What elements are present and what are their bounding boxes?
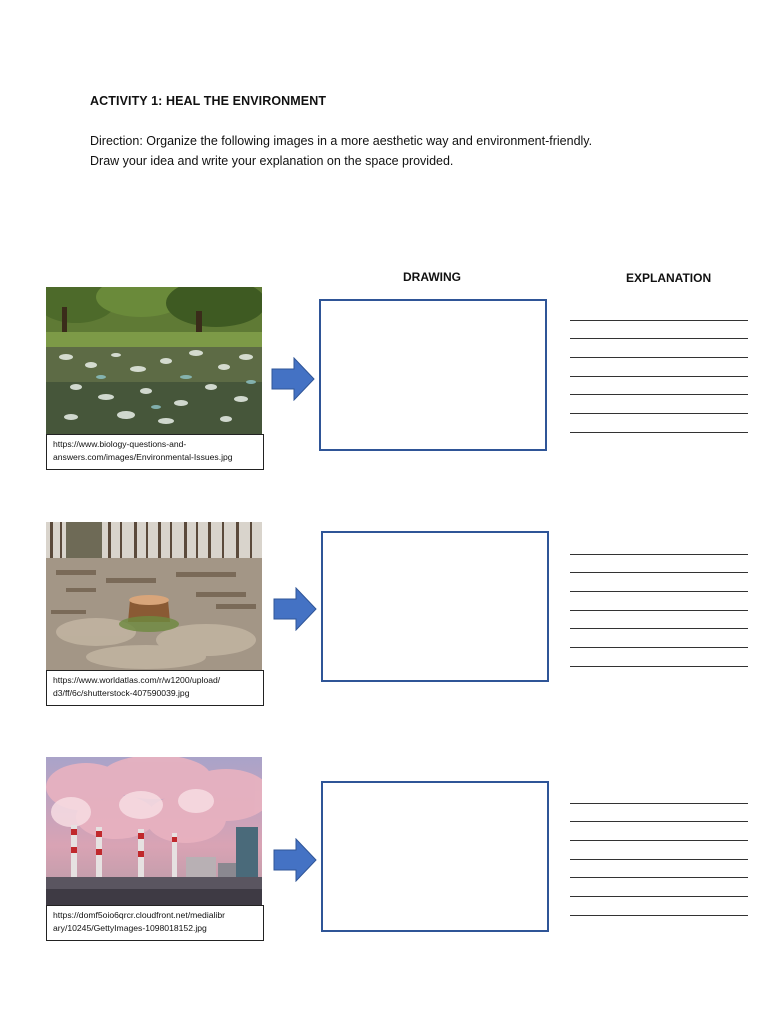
explanation-lines-1[interactable]: [570, 302, 748, 433]
factory-pollution-image: [46, 757, 262, 905]
direction-line-1: Direction: Organize the following images in a more aesthetic way and environment-friendly.: [90, 134, 593, 148]
explanation-line[interactable]: [570, 302, 748, 321]
explanation-line[interactable]: [570, 414, 748, 433]
explanation-line[interactable]: [570, 785, 748, 804]
explanation-line[interactable]: [570, 555, 748, 574]
drawing-box-3[interactable]: [321, 781, 549, 932]
drawing-header: DRAWING: [403, 270, 461, 284]
explanation-line[interactable]: [570, 536, 748, 555]
explanation-line[interactable]: [570, 841, 748, 860]
explanation-header: EXPLANATION: [626, 271, 712, 285]
drawing-box-2[interactable]: [321, 531, 549, 682]
explanation-lines-2[interactable]: [570, 536, 748, 667]
explanation-line[interactable]: [570, 395, 748, 414]
caption-1-line-1: https://www.biology-questions-and-: [53, 439, 187, 449]
caption-3-line-2: ary/10245/GettyImages-1098018152.jpg: [53, 923, 207, 933]
direction-line-2: Draw your idea and write your explanation on the space provided.: [90, 154, 454, 168]
deforestation-image: [46, 522, 262, 670]
caption-2-line-2: d3/ff/6c/shutterstock-407590039.jpg: [53, 688, 190, 698]
right-arrow-icon: [271, 357, 315, 401]
right-arrow-icon: [273, 587, 317, 631]
explanation-line[interactable]: [570, 648, 748, 667]
caption-3-line-1: https://domf5oio6qrcr.cloudfront.net/medialibr: [53, 910, 225, 920]
right-arrow-icon: [273, 838, 317, 882]
explanation-line[interactable]: [570, 897, 748, 916]
explanation-line[interactable]: [570, 321, 748, 340]
direction-text: [90, 131, 710, 171]
polluted-river-image: [46, 287, 262, 435]
explanation-line[interactable]: [570, 358, 748, 377]
explanation-line[interactable]: [570, 573, 748, 592]
explanation-line[interactable]: [570, 804, 748, 823]
explanation-line[interactable]: [570, 611, 748, 630]
explanation-line[interactable]: [570, 592, 748, 611]
caption-2-line-1: https://www.worldatlas.com/r/w1200/upload/: [53, 675, 221, 685]
explanation-line[interactable]: [570, 339, 748, 358]
image-caption-2: [46, 670, 264, 706]
explanation-line[interactable]: [570, 822, 748, 841]
drawing-box-1[interactable]: [319, 299, 547, 451]
explanation-line[interactable]: [570, 860, 748, 879]
explanation-line[interactable]: [570, 629, 748, 648]
explanation-lines-3[interactable]: [570, 785, 748, 916]
image-caption-3: [46, 905, 264, 941]
explanation-line[interactable]: [570, 377, 748, 396]
caption-1-line-2: answers.com/images/Environmental-Issues.jpg: [53, 452, 233, 462]
image-caption-1: [46, 434, 264, 470]
explanation-line[interactable]: [570, 878, 748, 897]
activity-title: ACTIVITY 1: HEAL THE ENVIRONMENT: [90, 94, 327, 108]
